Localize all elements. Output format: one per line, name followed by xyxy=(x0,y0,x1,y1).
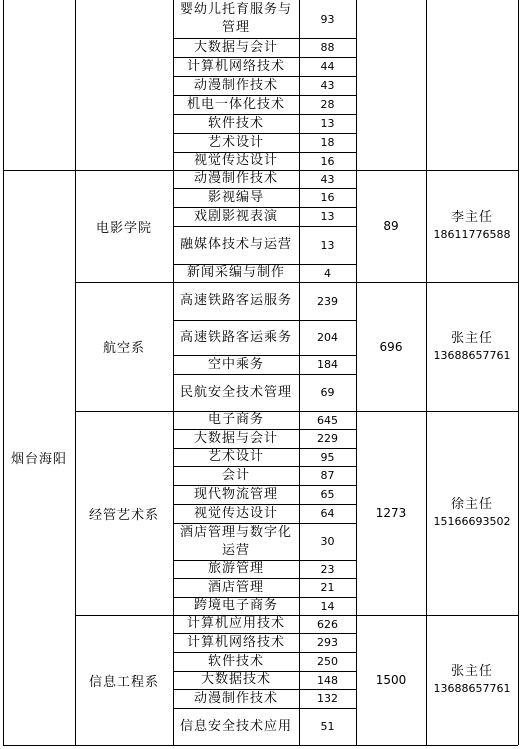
major-count-cell: 95 xyxy=(320,450,335,464)
major-name-cell: 酒店管理与数字化运营 xyxy=(179,524,292,558)
contact-phone: 15166693502 xyxy=(433,515,511,528)
major-count-cell: 23 xyxy=(320,562,335,576)
major-count-cell: 250 xyxy=(317,655,338,668)
major-count-cell: 69 xyxy=(320,386,335,399)
major-count-cell: 43 xyxy=(320,172,335,186)
major-name-cell: 婴幼儿托育服务与管理 xyxy=(179,2,292,35)
contact-cell xyxy=(426,615,518,745)
major-count-cell: 64 xyxy=(320,507,335,520)
department-total-cell: 696 xyxy=(379,339,403,354)
major-name-cell: 视觉传达设计 xyxy=(193,505,278,521)
contact-cell xyxy=(426,170,518,282)
major-count-cell: 293 xyxy=(317,636,338,649)
major-name-cell: 艺术设计 xyxy=(207,134,264,150)
major-name-cell: 戏剧影视表演 xyxy=(193,208,278,224)
department-cell xyxy=(75,0,173,170)
department-cell: 经管艺术系 xyxy=(88,507,159,523)
major-count-cell: 184 xyxy=(317,358,338,371)
contact-name: 徐主任 xyxy=(450,497,493,512)
department-cell: 信息工程系 xyxy=(88,674,159,690)
major-name-cell: 酒店管理 xyxy=(207,579,264,595)
major-count-cell: 93 xyxy=(320,12,335,26)
contact-name: 李主任 xyxy=(450,210,493,225)
major-name-cell: 大数据技术 xyxy=(200,672,271,687)
major-name-cell: 高速铁路客运服务 xyxy=(179,293,292,308)
major-count-cell: 13 xyxy=(320,210,335,223)
contact-name: 张主任 xyxy=(450,664,493,679)
major-count-cell: 16 xyxy=(320,154,335,168)
department-total-cell: 1273 xyxy=(375,506,407,520)
major-count-cell: 28 xyxy=(320,98,335,111)
major-count-cell: 65 xyxy=(320,488,335,501)
contact-cell xyxy=(426,0,518,170)
major-name-cell: 大数据与会计 xyxy=(193,430,278,446)
major-count-cell: 239 xyxy=(317,294,338,308)
major-count-cell: 229 xyxy=(317,432,338,445)
major-count-cell: 18 xyxy=(320,136,335,149)
major-name-cell: 软件技术 xyxy=(207,653,264,669)
major-name-cell: 动漫制作技术 xyxy=(193,77,278,93)
major-count-cell: 21 xyxy=(320,581,335,594)
major-count-cell: 13 xyxy=(320,117,335,130)
major-count-cell: 87 xyxy=(320,469,335,482)
department-cell: 航空系 xyxy=(102,341,145,356)
major-count-cell: 44 xyxy=(320,60,335,73)
major-count-cell: 204 xyxy=(317,331,338,344)
major-name-cell: 跨境电子商务 xyxy=(193,598,278,613)
major-count-cell: 645 xyxy=(317,413,338,427)
major-count-cell: 148 xyxy=(317,673,338,687)
department-total-cell: 89 xyxy=(383,219,399,233)
major-name-cell: 信息安全技术应用 xyxy=(179,718,292,734)
major-name-cell: 融媒体技术与运营 xyxy=(179,237,292,252)
contact-cell xyxy=(426,411,518,615)
major-count-cell: 51 xyxy=(320,720,335,733)
major-count-cell: 88 xyxy=(320,41,335,54)
major-name-cell: 会计 xyxy=(221,467,250,483)
department-cell: 电影学院 xyxy=(95,220,152,236)
major-name-cell: 艺术设计 xyxy=(207,449,264,464)
major-name-cell: 动漫制作技术 xyxy=(193,690,278,706)
major-count-cell: 16 xyxy=(320,191,335,204)
major-count-cell: 43 xyxy=(320,79,335,92)
major-name-cell: 影视编导 xyxy=(207,189,264,205)
major-name-cell: 民航安全技术管理 xyxy=(179,384,292,400)
major-name-cell: 计算机网络技术 xyxy=(186,58,285,74)
major-count-cell: 4 xyxy=(324,266,331,280)
contact-phone: 13688657761 xyxy=(433,348,511,362)
major-name-cell: 机电一体化技术 xyxy=(186,96,285,112)
major-count-cell: 30 xyxy=(320,535,335,548)
department-total-cell: 1500 xyxy=(375,673,407,687)
major-name-cell: 计算机应用技术 xyxy=(186,616,285,631)
major-name-cell: 软件技术 xyxy=(207,115,264,131)
school-cell: 烟台海阳 xyxy=(10,452,67,467)
major-count-cell: 14 xyxy=(320,599,335,613)
major-count-cell: 626 xyxy=(317,617,338,631)
major-name-cell: 计算机网络技术 xyxy=(186,634,285,650)
major-name-cell: 视觉传达设计 xyxy=(193,153,278,168)
contact-cell xyxy=(426,282,518,411)
contact-name: 张主任 xyxy=(450,330,493,346)
major-name-cell: 旅游管理 xyxy=(207,561,264,576)
major-name-cell: 高速铁路客运乘务 xyxy=(179,329,292,345)
major-count-cell: 132 xyxy=(317,692,338,705)
major-name-cell: 大数据与会计 xyxy=(193,39,278,55)
department-total-cell xyxy=(356,0,426,170)
major-name-cell: 动漫制作技术 xyxy=(193,171,278,186)
contact-phone: 13688657761 xyxy=(433,682,511,695)
major-name-cell: 新闻采编与制作 xyxy=(186,265,285,280)
contact-phone: 18611776588 xyxy=(433,228,511,241)
major-name-cell: 电子商务 xyxy=(207,412,264,427)
major-name-cell: 现代物流管理 xyxy=(193,486,278,502)
major-name-cell: 空中乘务 xyxy=(207,356,264,372)
major-count-cell: 13 xyxy=(320,238,335,252)
